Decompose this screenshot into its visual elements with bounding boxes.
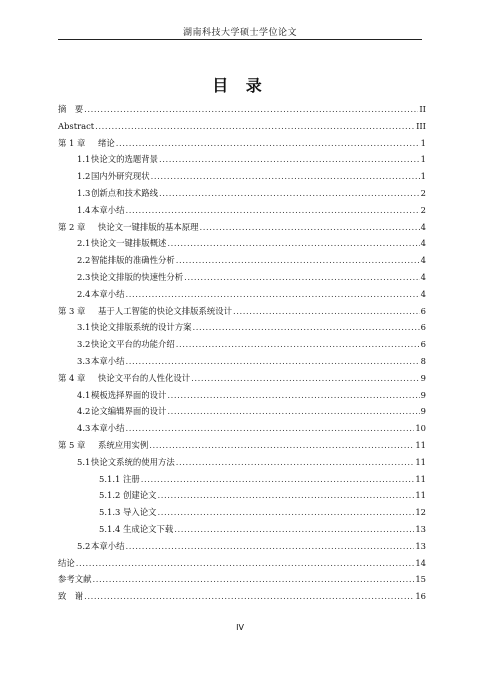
toc-leader-dots bbox=[193, 319, 420, 336]
toc-entry-number: 3.2 bbox=[77, 339, 91, 350]
toc-entry-page: 2 bbox=[420, 204, 426, 215]
toc-entry-title: 快论文平台的功能介绍 bbox=[91, 339, 175, 350]
toc-entry-title: 基于人工智能的快论文排版系统设计 bbox=[98, 305, 232, 316]
toc-leader-dots bbox=[95, 118, 415, 135]
toc-entry[interactable] bbox=[58, 420, 426, 437]
toc-entry[interactable] bbox=[58, 101, 426, 118]
toc-entry-title: 系统应用实例 bbox=[98, 439, 149, 450]
toc-entry[interactable] bbox=[58, 235, 426, 252]
toc-entry[interactable] bbox=[58, 202, 426, 219]
toc-entry-title: 快论文一键排版概述 bbox=[91, 238, 167, 249]
toc-leader-dots bbox=[126, 538, 415, 555]
toc-entry-page: 11 bbox=[415, 490, 426, 501]
toc-entry-number: 1.2 bbox=[77, 171, 91, 182]
toc-entry-title: 快论文排版的快速性分析 bbox=[91, 271, 184, 282]
toc-entry-title: Abstract bbox=[58, 120, 95, 131]
toc-entry-page: 2 bbox=[420, 187, 426, 198]
toc-entry-number: 5.2 bbox=[77, 540, 91, 551]
toc-entry-title: 绪论 bbox=[98, 137, 115, 148]
toc-leader-dots bbox=[93, 571, 415, 588]
toc-entry[interactable] bbox=[58, 151, 426, 168]
header-rule bbox=[58, 39, 422, 40]
toc-leader-dots bbox=[84, 588, 414, 605]
toc-entry-page: 13 bbox=[415, 523, 426, 534]
toc-entry-page: 6 bbox=[420, 305, 426, 316]
toc-entry-page: 6 bbox=[420, 339, 426, 350]
toc-entry-number: 2.1 bbox=[77, 238, 91, 249]
toc-leader-dots bbox=[167, 387, 419, 404]
toc-entry-title: 结论 bbox=[58, 557, 75, 568]
toc-entry-number: 第 1 章 bbox=[58, 137, 86, 148]
toc-leader-dots bbox=[149, 437, 414, 454]
toc-leader-dots bbox=[176, 252, 420, 269]
toc-leader-dots bbox=[176, 454, 415, 471]
toc-leader-dots bbox=[184, 269, 420, 286]
toc-entry-page: 4 bbox=[420, 255, 426, 266]
toc-entry[interactable] bbox=[58, 571, 426, 588]
toc-entry-number: 5.1 bbox=[77, 456, 91, 467]
toc-entry-number: 2.3 bbox=[77, 271, 91, 282]
toc-leader-dots bbox=[116, 135, 420, 152]
toc-entry-number: 4.1 bbox=[77, 389, 91, 400]
toc-entry-number: 1.1 bbox=[77, 154, 91, 165]
toc-entry[interactable] bbox=[58, 168, 426, 185]
toc-entry[interactable] bbox=[58, 521, 426, 538]
toc-leader-dots bbox=[176, 336, 420, 353]
toc-entry-number: 2.4 bbox=[77, 288, 91, 299]
toc-entry[interactable] bbox=[58, 135, 426, 152]
toc-entry[interactable] bbox=[58, 487, 426, 504]
toc-entry[interactable] bbox=[58, 303, 426, 320]
toc-entry[interactable] bbox=[58, 504, 426, 521]
toc-entry-title: 创新点和技术路线 bbox=[91, 187, 158, 198]
toc-entry-title: 导入论文 bbox=[123, 507, 157, 518]
toc-leader-dots bbox=[84, 101, 418, 118]
toc-entry[interactable] bbox=[58, 118, 426, 135]
toc-entry-title: 本章小结 bbox=[91, 288, 125, 299]
toc-entry-title: 论文编辑界面的设计 bbox=[91, 406, 167, 417]
toc-entry-title: 快论文的选题背景 bbox=[91, 154, 158, 165]
toc-leader-dots bbox=[159, 185, 420, 202]
toc-entry[interactable] bbox=[58, 286, 426, 303]
toc-entry[interactable] bbox=[58, 471, 426, 488]
toc-entry[interactable] bbox=[58, 319, 426, 336]
toc-entry[interactable] bbox=[58, 185, 426, 202]
toc-entry[interactable] bbox=[58, 454, 426, 471]
toc-leader-dots bbox=[76, 555, 415, 572]
toc-entry[interactable] bbox=[58, 437, 426, 454]
toc-entry-page: 9 bbox=[420, 372, 426, 383]
toc-entry-title: 本章小结 bbox=[91, 540, 125, 551]
toc-entry-page: 9 bbox=[420, 406, 426, 417]
toc-entry[interactable] bbox=[58, 353, 426, 370]
toc-entry-title: 智能排版的准确性分析 bbox=[91, 255, 175, 266]
toc-entry[interactable] bbox=[58, 538, 426, 555]
toc-leader-dots bbox=[151, 168, 420, 185]
toc-entry-title: 快论文排版系统的设计方案 bbox=[91, 322, 192, 333]
toc-leader-dots bbox=[233, 303, 420, 320]
toc-entry[interactable] bbox=[58, 588, 426, 605]
toc-entry-title: 本章小结 bbox=[91, 423, 125, 434]
toc-leader-dots bbox=[126, 353, 420, 370]
toc-entry-page: 14 bbox=[415, 557, 426, 568]
toc-entry-number: 4.3 bbox=[77, 423, 91, 434]
toc-entry-page: 1 bbox=[420, 137, 426, 148]
toc-leader-dots bbox=[158, 487, 415, 504]
toc-entry-title: 创建论文 bbox=[123, 490, 157, 501]
toc-entry-page: 4 bbox=[420, 221, 426, 232]
toc-entry[interactable] bbox=[58, 336, 426, 353]
toc-entry-number: 3.1 bbox=[77, 322, 91, 333]
toc-entry-title: 快论文平台的人性化设计 bbox=[98, 372, 191, 383]
toc-entry-page: III bbox=[416, 120, 426, 131]
toc-entry-title: 致 谢 bbox=[58, 591, 84, 602]
toc-entry-number: 2.2 bbox=[77, 255, 91, 266]
toc-entry-number: 5.1.3 bbox=[99, 507, 121, 518]
toc-entry[interactable] bbox=[58, 269, 426, 286]
toc-entry-page: 4 bbox=[420, 271, 426, 282]
toc-entry-title: 快论文一键排版的基本原理 bbox=[98, 221, 199, 232]
page-title: 目 录 bbox=[212, 76, 268, 95]
toc-entry-page: 10 bbox=[415, 423, 426, 434]
toc-entry-number: 3.3 bbox=[77, 355, 91, 366]
running-header: 湖南科技大学硕士学位论文 bbox=[182, 28, 297, 38]
toc-entry-number: 5.1.1 bbox=[99, 473, 121, 484]
toc-entry-title: 快论文系统的使用方法 bbox=[91, 456, 175, 467]
toc-entry-page: 13 bbox=[415, 540, 426, 551]
table-of-contents bbox=[58, 101, 426, 605]
toc-entry[interactable] bbox=[58, 403, 426, 420]
toc-leader-dots bbox=[141, 471, 415, 488]
toc-entry-title: 模板选择界面的设计 bbox=[91, 389, 167, 400]
toc-leader-dots bbox=[167, 403, 419, 420]
toc-entry-number: 第 5 章 bbox=[58, 439, 86, 450]
toc-leader-dots bbox=[159, 151, 420, 168]
toc-entry[interactable] bbox=[58, 387, 426, 404]
toc-entry-number: 第 2 章 bbox=[58, 221, 86, 232]
toc-entry-number: 5.1.4 bbox=[99, 523, 121, 534]
toc-entry-title: 摘 要 bbox=[58, 104, 84, 114]
toc-entry-page: 1 bbox=[420, 154, 426, 165]
toc-entry-page: II bbox=[419, 104, 426, 114]
toc-entry-number: 第 3 章 bbox=[58, 305, 86, 316]
toc-entry-page: 11 bbox=[415, 473, 426, 484]
toc-entry-page: 9 bbox=[420, 389, 426, 400]
toc-leader-dots bbox=[126, 202, 420, 219]
toc-entry-title: 本章小结 bbox=[91, 355, 125, 366]
toc-entry[interactable] bbox=[58, 252, 426, 269]
toc-entry-page: 4 bbox=[420, 288, 426, 299]
toc-entry-title: 本章小结 bbox=[91, 204, 125, 215]
toc-entry-page: 16 bbox=[415, 591, 426, 602]
toc-entry-title: 生成论文下载 bbox=[123, 523, 174, 534]
toc-leader-dots bbox=[158, 504, 415, 521]
toc-entry-page: 15 bbox=[415, 574, 426, 585]
toc-entry-title: 参考文献 bbox=[58, 574, 92, 585]
toc-leader-dots bbox=[126, 420, 415, 437]
toc-leader-dots bbox=[174, 521, 414, 538]
toc-entry-page: 11 bbox=[415, 456, 426, 467]
toc-entry[interactable] bbox=[58, 555, 426, 572]
toc-entry-number: 4.2 bbox=[77, 406, 91, 417]
toc-entry-page: 8 bbox=[420, 355, 426, 366]
toc-entry-title: 国内外研究现状 bbox=[91, 171, 150, 182]
toc-leader-dots bbox=[200, 219, 420, 236]
toc-entry-number: 1.3 bbox=[77, 187, 91, 198]
toc-entry-page: 6 bbox=[420, 322, 426, 333]
toc-leader-dots bbox=[167, 235, 419, 252]
toc-entry-number: 5.1.2 bbox=[99, 490, 121, 501]
toc-entry-page: 11 bbox=[415, 439, 426, 450]
toc-entry-number: 第 4 章 bbox=[58, 372, 86, 383]
page-number: IV bbox=[236, 623, 244, 632]
toc-entry-title: 注册 bbox=[123, 473, 140, 484]
toc-entry-page: 12 bbox=[415, 507, 426, 518]
toc-leader-dots bbox=[126, 286, 420, 303]
toc-entry-page: 1 bbox=[420, 171, 426, 182]
toc-entry-page: 4 bbox=[420, 238, 426, 249]
toc-entry[interactable] bbox=[58, 219, 426, 236]
toc-entry-number: 1.4 bbox=[77, 204, 91, 215]
toc-entry[interactable] bbox=[58, 370, 426, 387]
toc-leader-dots bbox=[191, 370, 420, 387]
